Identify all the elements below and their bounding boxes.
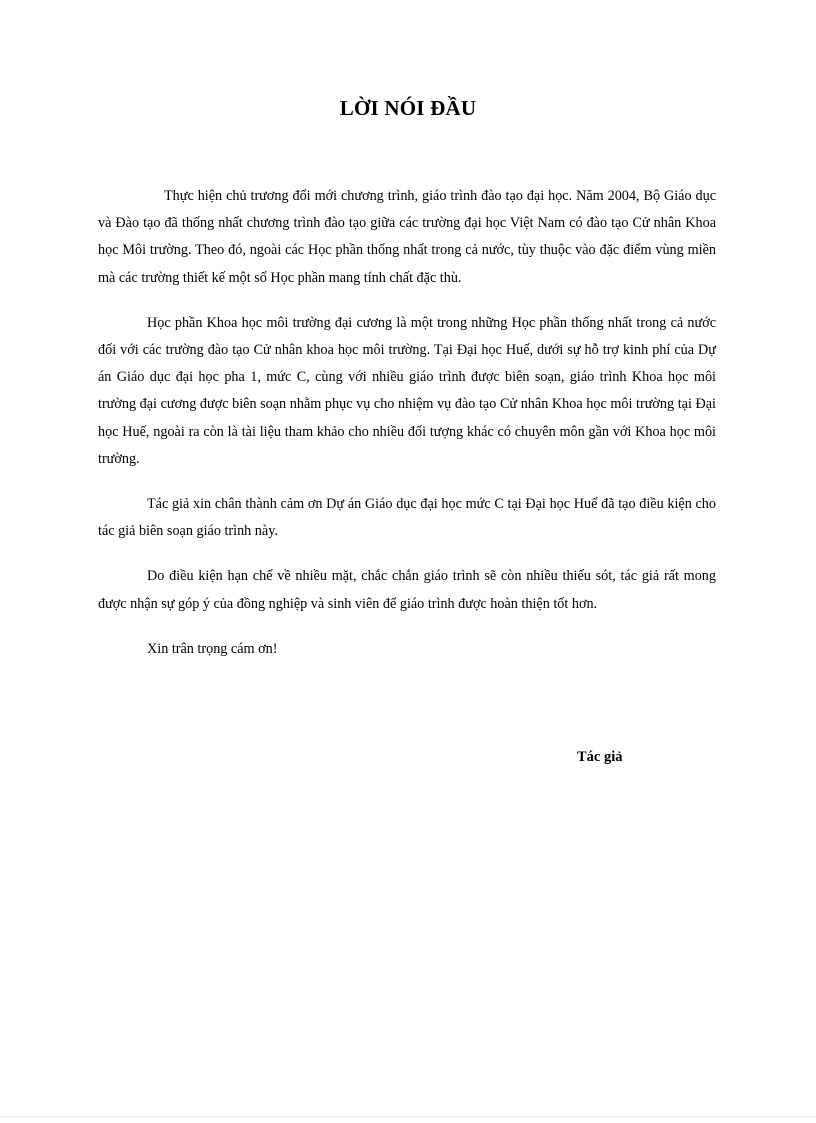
paragraph-intro: Thực hiện chủ trương đổi mới chương trình, giáo trình đào tạo đại học. Năm 2004, Bộ Giáo dục và Đào tạo đã thống nhất chương trình đào tạo giữa các trường đại học Việt Nam có đào tạo Cử nhân Khoa học Môi trường. Theo đó, ngoài các Học phần thống nhất trong cả nước, tùy thuộc vào đặc điểm vùng miền mà các trường thiết kế một số Học phần mang tính chất đặc thù. <box>98 188 716 286</box>
paragraph-course-description: Học phần Khoa học môi trường đại cương là một trong những Học phần thống nhất trong cả nước đối với các trường đào tạo Cử nhân khoa học môi trường. Tại Đại học Huế, dưới sự hỗ trợ kinh phí của Dự án Giáo dục đại học pha 1, mức C, cùng với nhiều giáo trình được biên soạn, giáo trình Khoa học môi trường đại cương được biên soạn nhằm phục vụ cho nhiệm vụ đào tạo Cử nhân Khoa học môi trường tại Đại học Huế, ngoài ra còn là tài liệu tham khảo cho nhiều đối tượng khác có chuyên môn gần với Khoa học môi trường. <box>98 314 716 467</box>
closing-line: Xin trân trọng cám ơn! <box>147 640 278 657</box>
paragraph-acknowledgement: Tác giả xin chân thành cảm ơn Dự án Giáo dục đại học mức C tại Đại học Huế đã tạo điều kiện cho tác giả biên soạn giáo trình này. <box>98 496 716 540</box>
document-body <box>98 183 716 663</box>
author-signature: Tác giả <box>577 749 623 765</box>
page-title: LỜI NÓI ĐẦU <box>339 96 477 120</box>
paragraph-feedback-request: Do điều kiện hạn chế về nhiều mặt, chắc chắn giáo trình sẽ còn nhiều thiếu sót, tác giả rất mong được nhận sự góp ý của đồng nghiệp và sinh viên để giáo trình được hoàn thiện tốt hơn. <box>98 568 716 612</box>
page-bottom-divider <box>0 1116 816 1117</box>
